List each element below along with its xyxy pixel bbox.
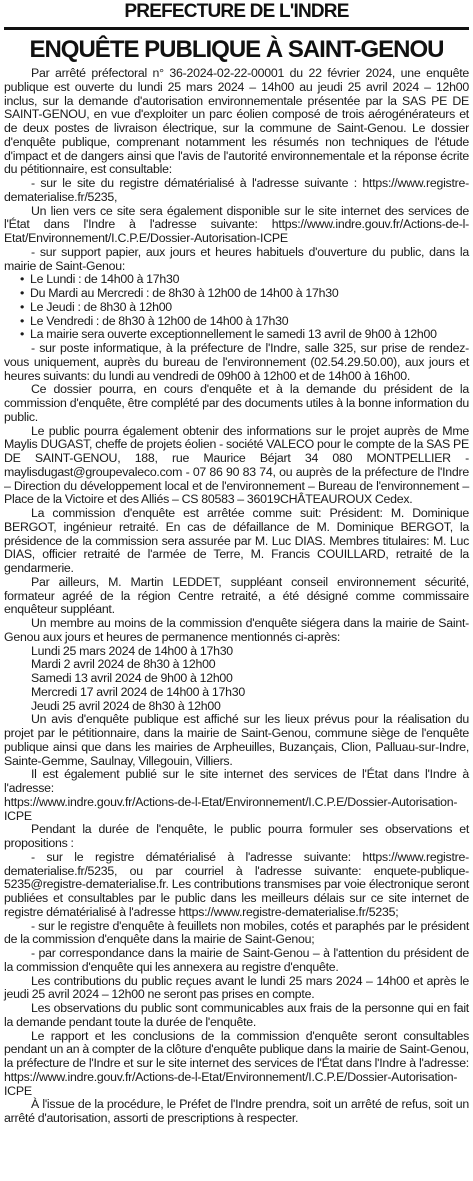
list-item: • Le Jeudi : de 8h30 à 12h00	[30, 301, 469, 315]
notice-title: ENQUÊTE PUBLIQUE À SAINT-GENOU	[29, 36, 444, 63]
list-item: Mercredi 17 avril 2024 de 14h00 à 17h30	[31, 684, 245, 699]
paragraph-decision: À l'issue de la procédure, le Préfet de l'Indre prendra, soit un arrêté de refus, soit un arrêté d'autorisation, assorti de prescriptions à respecter.	[4, 1097, 469, 1125]
paragraph-commission: La commission d'enquête est arrêtée comme suit: Président: M. Dominique BERGOT, ingénieur retraité. En cas de défaillance de M. Dominique BERGOT, la présidence de la commission sera assurée par M. Luc DIAS. Membres titulaires: M. Luc DIAS, officier retraité de l'armée de Terre, M. Francis COUILLARD, retraité de la gendarmerie.	[4, 506, 469, 575]
list-item: Jeudi 25 avril 2024 de 8h30 à 12h00	[31, 698, 221, 713]
list-item: • Du Mardi au Mercredi : de 8h30 à 12h00 de 14h00 à 17h30	[30, 287, 469, 301]
paragraph-support-papier: - sur support papier, aux jours et heures habituels d'ouverture du public, dans la mairie de Saint-Genou:	[4, 244, 469, 273]
paragraph-lien-etat: Un lien vers ce site sera également disponible sur le site internet des services de l'État dans l'Indre à l'adresse suivante: https://www.indre.gouv.fr/Actions-de-l-Etat/Environnement/I.C.P.E/Dossier-Autorisation-ICPE	[4, 203, 469, 245]
list-item: Mardi 2 avril 2024 de 8h30 à 12h00	[31, 657, 216, 672]
notice-body	[4, 67, 469, 1126]
paragraph-registre-dematerialise: - sur le registre dématérialisé à l'adresse suivante: https://www.registre-dematerialise.fr/5235, ou par courriel à l'adresse suivante: enquete-publique-5235@registre-dematerialise.fr. Les contributions transmises par voie électronique seront publiées et consultables par le public dans les meilleurs délais sur ce site internet de registre dématérialisé à l'adresse https://www.registre-dematerialise.fr/5235;	[4, 849, 469, 919]
paragraph-dossier-complete: Ce dossier pourra, en cours d'enquête et à la demande du président de la commission d'enquête, être complété par des documents utiles à la bonne information du public.	[4, 382, 469, 424]
list-item: • Le Lundi : de 14h00 à 17h30	[30, 273, 469, 287]
paragraph-communication: Les observations du public sont communicables aux frais de la personne qui en fait la demande pendant toute la durée de l'enquête.	[4, 1001, 469, 1029]
paragraph-correspondance: - par correspondance dans la mairie de Saint-Genou – à l'attention du président de la commission d'enquête qui les annexera au registre d'enquête.	[4, 946, 469, 974]
paragraph-rapport: Le rapport et les conclusions de la commission d'enquête seront consultables pendant un an à compter de la clôture d'enquête publique dans la mairie de Saint-Genou, la préfecture de l'Indre et sur le site internet des services de l'État dans l'Indre à l'adresse: https://www.indre.gouv.fr/Actions-de-l-Etat/Environnement/I.C.P.E/Dossier-Autorisation-ICPE	[4, 1028, 469, 1098]
prefecture-heading: PREFECTURE DE L'INDRE	[124, 1, 349, 22]
paragraph-suppleant: Par ailleurs, M. Martin LEDDET, suppléant conseil environnement sécurité, formateur agréé de la région Centre retraité, a été désigné comme commissaire enquêteur suppléant.	[4, 574, 469, 617]
paragraph-registre-site: - sur le site du registre dématérialisé à l'adresse suivante : https://www.registre-dematerialise.fr/5235,	[4, 176, 469, 204]
paragraph-observations: Pendant la durée de l'enquête, le public pourra formuler ses observations et propositions :	[4, 822, 469, 850]
paragraph-contact-valeco: Le public pourra également obtenir des informations sur le projet auprès de Mme Maylis DUGAST, cheffe de projets éolien - société VALECO pour le compte de la SAS PE DE SAINT-GENOU, 188, rue Maurice Béjart 34 080 MONTPELLIER - maylisdugast@groupevaleco.com - 07 86 90 83 74, ou auprès de la préfecture de l'Indre – Direction du développement local et de l'environnement – Bureau de l'environnement – Place de la Victoire et des Alliés – CS 80583 – 36019CHÂTEAUROUX Cedex.	[4, 423, 469, 507]
paragraph-affichage: Un avis d'enquête publique est affiché sur les lieux prévus pour la réalisation du projet par le pétitionnaire, dans la mairie de Saint-Genou, commune siège de l'enquête publique ainsi que dans les mairies de Arpheuilles, Buzançais, Clion, Palluau-sur-Indre, Sainte-Gemme, Saulnay, Villegouin, Villiers.	[4, 712, 469, 768]
paragraph-permanences-intro: Un membre au moins de la commission d'enquête siégera dans la mairie de Saint-Genou aux jours et heures de permanence mentionnés ci-après:	[4, 616, 469, 644]
list-item: Lundi 25 mars 2024 de 14h00 à 17h30	[31, 643, 233, 658]
paragraph-contributions: Les contributions du public reçues avant le lundi 25 mars 2024 – 14h00 et après le jeudi 25 avril 2024 – 12h00 ne seront pas prises en compte.	[4, 973, 469, 1002]
legal-notice	[4, 0, 469, 1126]
list-item: • Le Vendredi : de 8h30 à 12h00 de 14h00 à 17h30	[30, 315, 469, 329]
permanence-dates-list	[4, 645, 469, 714]
notice-header	[4, 0, 469, 63]
paragraph-arrete: Par arrêté préfectoral n° 36-2024-02-22-00001 du 22 février 2024, une enquête publique est ouverte du lundi 25 mars 2024 – 14h00 au jeudi 25 avril 2024 – 12h00 inclus, sur la demande d'autorisation environnementale présentée par la SAS PE DE SAINT-GENOU, en vue d'exploiter un parc éolien composé de trois aérogénérateurs et de deux postes de livraison électrique, sur la commune de Saint-Genou. Le dossier d'enquête publique, comprenant notamment les résumés non techniques de l'étude d'impact et de dangers ainsi que l'avis de l'autorité environnementale et la réponse écrite du pétitionnaire, est consultable:	[4, 66, 469, 177]
list-item: • La mairie sera ouverte exceptionnellement le samedi 13 avril de 9h00 à 12h00	[30, 328, 469, 342]
link-indre-gouv[interactable]: https://www.indre.gouv.fr/Actions-de-l-Etat/Environnement/I.C.P.E/Dossier-Autorisation-ICPE	[4, 794, 458, 823]
paragraph-publication: Il est également publié sur le site internet des services de l'État dans l'Indre à l'adresse:	[4, 767, 469, 795]
paragraph-poste-informatique: - sur poste informatique, à la préfecture de l'Indre, salle 325, sur prise de rendez-vous uniquement, auprès du bureau de l'environnement (02.54.29.50.00), aux jours et heures suivants: du lundi au vendredi de 09h00 à 12h00 et de 14h00 à 16h00.	[4, 341, 469, 383]
mairie-hours-list	[4, 273, 469, 342]
list-item: Samedi 13 avril 2024 de 9h00 à 12h00	[31, 671, 233, 685]
paragraph-registre-papier: - sur le registre d'enquête à feuillets non mobiles, cotés et paraphés par le président de la commission d'enquête dans la mairie de Saint-Genou;	[4, 918, 469, 947]
header-divider	[4, 27, 469, 30]
